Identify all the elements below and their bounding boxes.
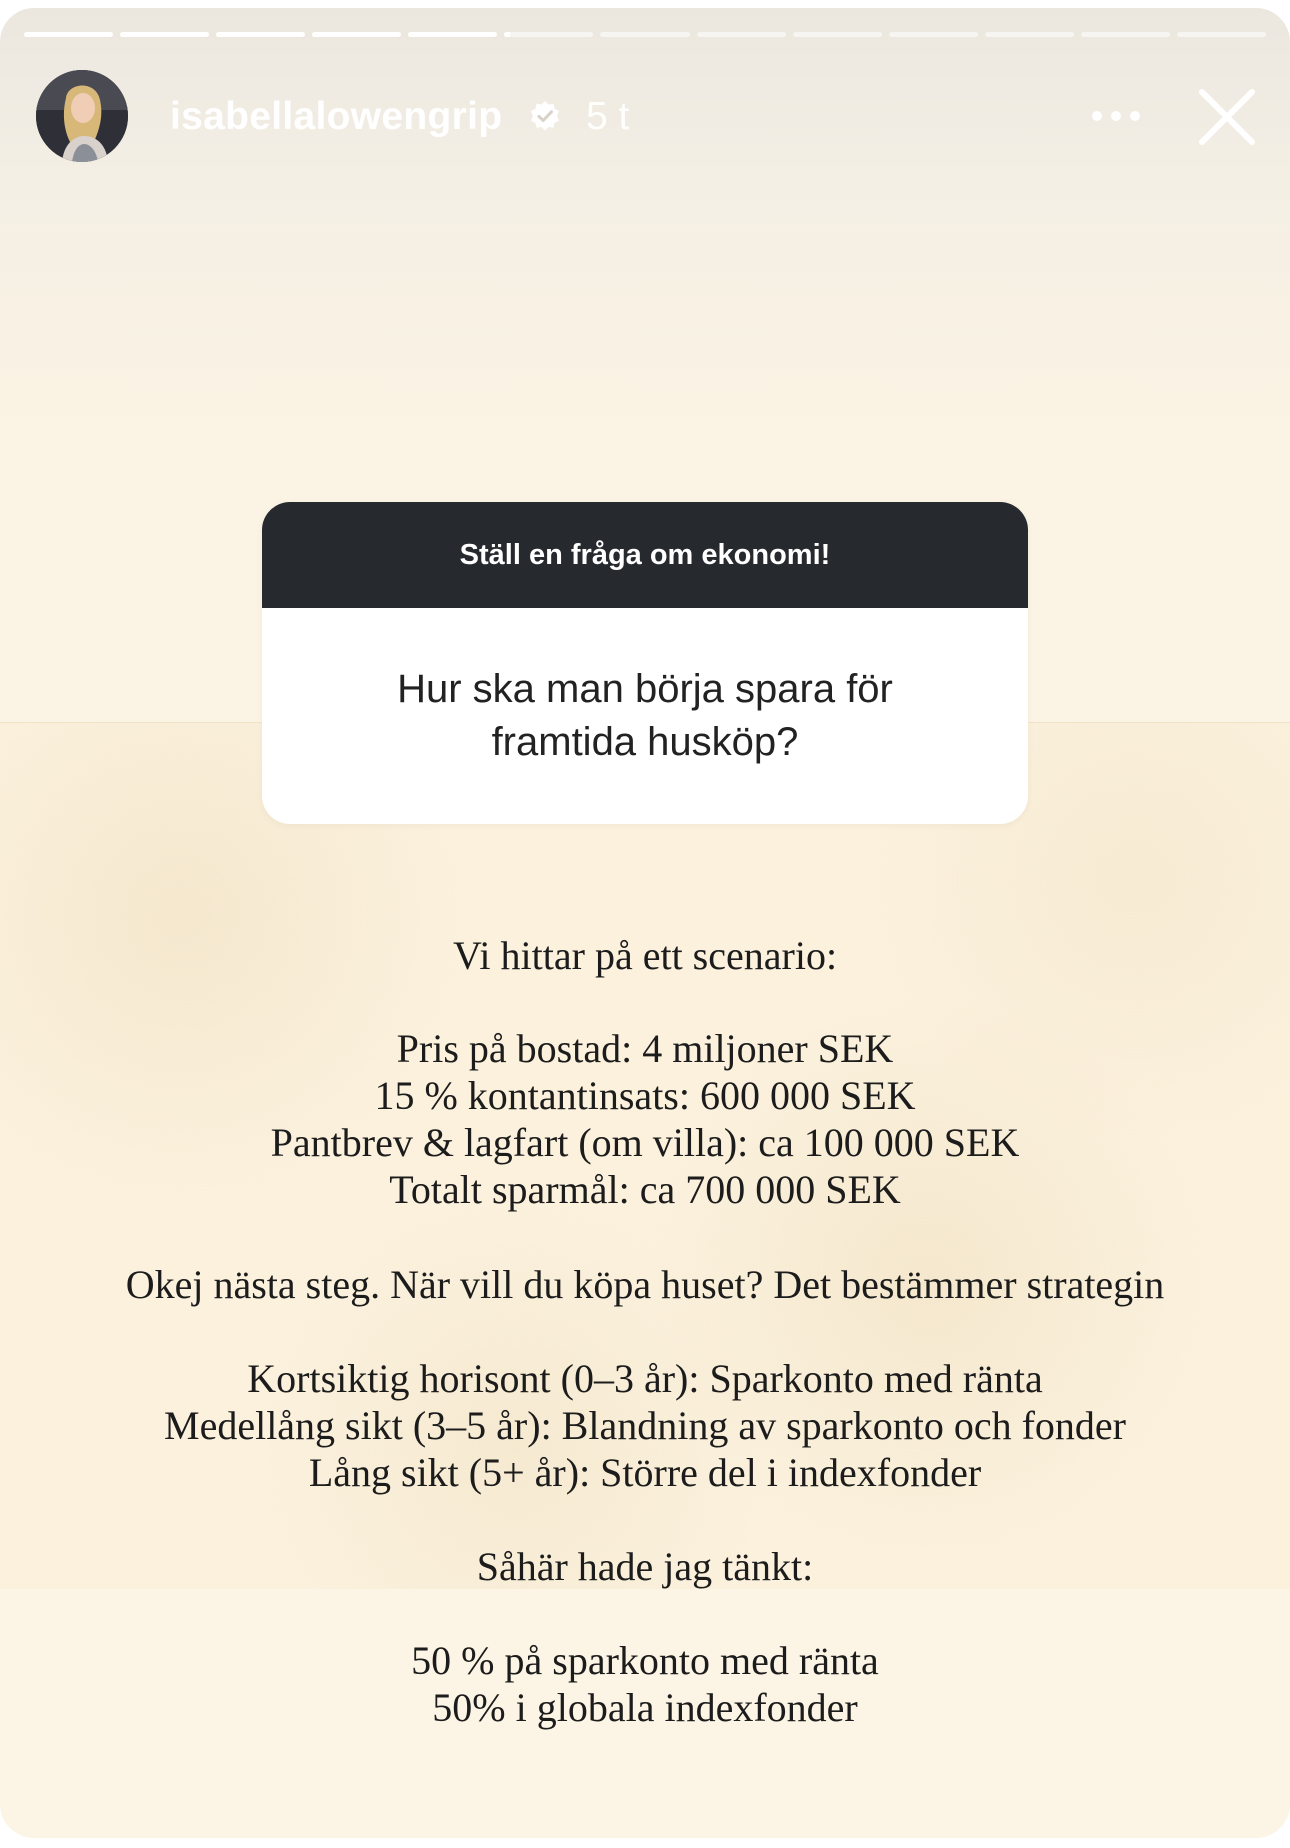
avatar[interactable] (36, 70, 128, 162)
next-step-line: Okej nästa steg. När vill du köpa huset? Det bestämmer strategin (125, 1262, 1165, 1307)
progress-segment-fill (24, 32, 113, 37)
post-time: 5 t (586, 95, 630, 138)
avatar-image (36, 70, 128, 162)
question-text: Hur ska man börja spara för framtida husköp? (397, 667, 893, 764)
progress-segment (1081, 32, 1170, 37)
story-progress (24, 32, 1266, 37)
plan-intro-line: Såhär hade jag tänkt: (476, 1544, 814, 1589)
progress-segment (408, 32, 497, 37)
horizon-list (0, 1355, 1290, 1496)
progress-segment-fill (216, 32, 305, 37)
horizon-line: Medellång sikt (3–5 år): Blandning av sparkonto och fonder (164, 1403, 1126, 1448)
scenario-line: Totalt sparmål: ca 700 000 SEK (389, 1167, 901, 1212)
scenario-line: Pantbrev & lagfart (om villa): ca 100 000 SEK (270, 1120, 1020, 1165)
scenario-line: Pris på bostad: 4 miljoner SEK (396, 1026, 894, 1071)
verified-badge-icon (529, 100, 561, 132)
progress-segment (697, 32, 786, 37)
scenario-line: 15 % kontantinsats: 600 000 SEK (374, 1073, 916, 1118)
story-header (36, 62, 1256, 164)
intro-text (0, 932, 1290, 979)
next-step-text (0, 1261, 1290, 1308)
progress-segment-fill (120, 32, 209, 37)
close-icon[interactable] (1196, 86, 1258, 148)
question-sticker[interactable] (262, 502, 1028, 824)
progress-segment (889, 32, 978, 37)
plan-list (0, 1637, 1290, 1731)
progress-segment (120, 32, 209, 37)
progress-segment (600, 32, 689, 37)
plan-line: 50% i globala indexfonder (432, 1685, 858, 1730)
progress-segment (24, 32, 113, 37)
progress-segment (985, 32, 1074, 37)
progress-segment-fill (504, 32, 509, 37)
progress-segment (793, 32, 882, 37)
intro-line: Vi hittar på ett scenario: (452, 933, 838, 978)
progress-segment-fill (408, 32, 497, 37)
story-viewer[interactable] (0, 8, 1290, 1838)
username[interactable]: isabellalowengrip (170, 95, 503, 138)
question-prompt: Ställ en fråga om ekonomi! (262, 502, 1028, 608)
horizon-line: Lång sikt (5+ år): Större del i indexfonder (308, 1450, 982, 1495)
horizon-line: Kortsiktig horisont (0–3 år): Sparkonto med ränta (247, 1356, 1043, 1401)
scenario-list (0, 1025, 1290, 1213)
more-options-icon[interactable] (1086, 100, 1146, 132)
plan-intro-text (0, 1543, 1290, 1590)
progress-segment-fill (312, 32, 401, 37)
progress-segment (312, 32, 401, 37)
progress-segment (504, 32, 593, 37)
progress-segment (216, 32, 305, 37)
plan-line: 50 % på sparkonto med ränta (411, 1638, 879, 1683)
progress-segment (1177, 32, 1266, 37)
